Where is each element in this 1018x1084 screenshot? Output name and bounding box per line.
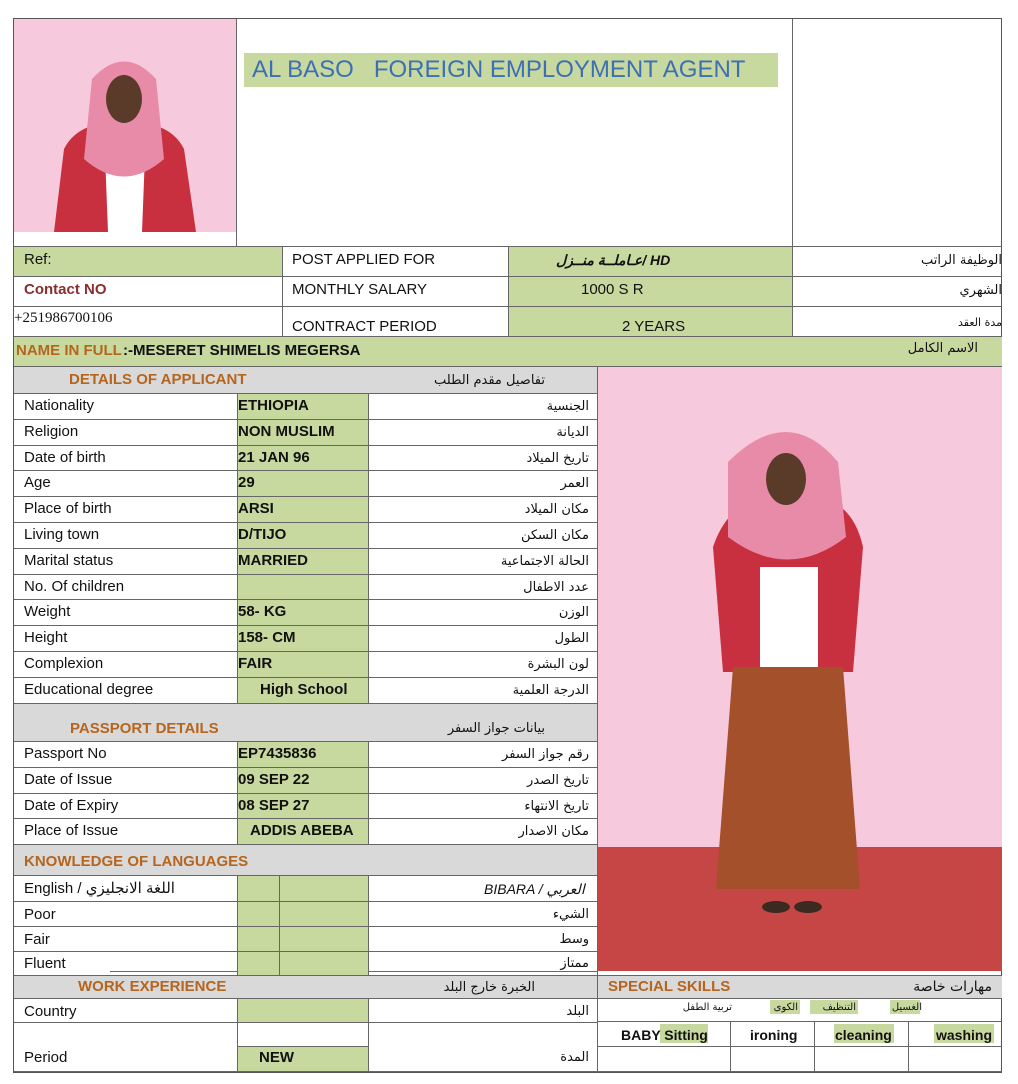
applicant-row-arabic: الديانة: [556, 424, 589, 440]
language-arabic-label: BIBARA / العربي: [484, 881, 585, 897]
skill-cleaning: cleaning: [835, 1027, 892, 1043]
skills-heading: SPECIAL SKILLS: [608, 978, 731, 995]
post-value: عـاملــة منــزل/ HD: [556, 252, 671, 268]
work-heading: WORK EXPERIENCE: [78, 978, 227, 995]
applicant-portrait-photo: [14, 19, 236, 232]
portrait-figure-icon: [14, 19, 236, 232]
applicant-heading-arabic: تفاصيل مقدم الطلب: [434, 373, 545, 388]
applicant-row-value: ARSI: [238, 500, 274, 518]
passport-row-arabic: مكان الاصدار: [518, 824, 589, 840]
salary-label: MONTHLY SALARY: [292, 281, 428, 298]
contract-label: CONTRACT PERIOD: [292, 318, 437, 335]
applicant-row-value: D/TIJO: [238, 526, 287, 543]
applicant-row-label: Nationality: [24, 397, 95, 414]
skill-ironing: ironing: [750, 1027, 798, 1043]
applicant-row-value: FAIR: [238, 655, 273, 672]
contact-label: Contact NO: [24, 281, 107, 298]
passport-row-arabic: تاريخ الصدر: [527, 772, 589, 788]
passport-row-value: ADDIS ABEBA: [250, 822, 354, 840]
applicant-row-arabic: الطول: [554, 631, 589, 647]
applicant-row-value: 158- CM: [238, 629, 296, 647]
applicant-row-arabic: الدرجة العلمية: [512, 682, 589, 698]
skill-cleaning-arabic: التنظيف: [822, 1002, 856, 1013]
applicant-row-arabic: مكان السكن: [520, 528, 589, 543]
language-level-fluent: Fluent: [24, 955, 66, 972]
name-value: :-MESERET SHIMELIS MEGERSA: [123, 342, 361, 359]
work-period-label: Period: [24, 1049, 68, 1066]
skill-ironing-arabic: الكوى: [773, 1002, 798, 1013]
post-arabic: الوظيفة الراتب: [921, 253, 1002, 268]
applicant-row-value: NON MUSLIM: [238, 422, 335, 440]
applicant-row-value: 58- KG: [238, 603, 287, 621]
skill-washing-arabic: الغسيل: [891, 1002, 922, 1013]
language-level-fluent-arabic: ممتاز: [560, 956, 589, 971]
passport-row-label: Date of Issue: [24, 770, 113, 788]
passport-row-value: 09 SEP 22: [238, 770, 310, 788]
passport-heading-arabic: بيانات جواز السفر: [447, 721, 545, 736]
skill-babysitting: BABY Sitting: [621, 1027, 708, 1043]
applicant-row-arabic: العمر: [560, 476, 589, 492]
ref-label: Ref:: [24, 251, 52, 268]
passport-row-label: Date of Expiry: [24, 796, 119, 814]
salary-value: 1000 S R: [581, 281, 644, 298]
applicant-row-label: Place of birth: [24, 500, 112, 518]
applicant-row-value: MARRIED: [238, 551, 308, 569]
salary-arabic: الشهري: [959, 283, 1002, 298]
skills-heading-arabic: مهارات خاصة: [913, 979, 992, 995]
passport-row-label: Place of Issue: [24, 822, 119, 840]
language-level-fair-arabic: وسط: [559, 932, 589, 947]
work-period-value: NEW: [259, 1049, 294, 1066]
applicant-heading: DETAILS OF APPLICANT: [69, 371, 247, 388]
passport-row-value: EP7435836: [238, 745, 317, 762]
applicant-row-arabic: الحالة الاجتماعية: [500, 553, 589, 569]
skill-washing: washing: [936, 1027, 993, 1043]
applicant-row-label: Complexion: [24, 655, 104, 672]
applicant-full-photo: [598, 367, 1002, 971]
contact-value: +251986700106: [14, 310, 113, 326]
passport-row-arabic: تاريخ الانتهاء: [524, 798, 589, 814]
passport-row-label: Passport No: [24, 745, 107, 762]
applicant-row-label: Educational degree: [24, 680, 154, 698]
passport-row-value: 08 SEP 27: [238, 796, 310, 814]
language-level-poor-arabic: الشيء: [552, 907, 589, 922]
work-heading-arabic: الخبرة خارج البلد: [443, 980, 535, 995]
language-english-label: English / اللغة الانجليزي: [24, 880, 175, 897]
work-country-label: Country: [24, 1003, 77, 1020]
applicant-row-arabic: الجنسية: [546, 399, 589, 414]
applicant-row-label: Living town: [24, 526, 100, 543]
post-label: POST APPLIED FOR: [292, 251, 436, 268]
applicant-row-label: Religion: [24, 422, 79, 440]
applicant-row-label: Age: [24, 474, 51, 492]
full-body-figure-icon: [598, 367, 1002, 971]
applicant-row-value: ETHIOPIA: [238, 397, 309, 414]
applicant-row-label: Date of birth: [24, 448, 106, 466]
agency-title: AL BASO FOREIGN EMPLOYMENT AGENT: [252, 56, 746, 83]
skill-babysitting-arabic: تربية الطفل: [682, 1002, 732, 1013]
applicant-row-arabic: الوزن: [558, 605, 589, 621]
applicant-row-arabic: مكان الميلاد: [524, 502, 589, 518]
applicant-row-arabic: لون البشرة: [527, 657, 589, 672]
passport-heading: PASSPORT DETAILS: [70, 720, 219, 737]
name-label: NAME IN FULL: [16, 342, 122, 359]
applicant-row-value: 29: [238, 474, 255, 492]
applicant-row-label: No. Of children: [24, 577, 125, 595]
work-period-arabic: المدة: [560, 1050, 589, 1065]
contract-value: 2 YEARS: [622, 318, 686, 335]
applicant-row-value: 21 JAN 96: [238, 448, 310, 466]
name-arabic: الاسم الكامل: [907, 341, 978, 356]
applicant-row-arabic: عدد الاطفال: [523, 579, 589, 595]
applicant-row-arabic: تاريخ الميلاد: [526, 450, 589, 466]
passport-row-arabic: رقم جواز السفر: [502, 747, 589, 762]
applicant-row-label: Height: [24, 629, 68, 647]
languages-heading: KNOWLEDGE OF LANGUAGES: [24, 853, 249, 870]
language-level-fair: Fair: [24, 931, 50, 948]
work-country-arabic: البلد: [566, 1004, 589, 1019]
applicant-row-label: Weight: [24, 603, 71, 621]
language-level-poor: Poor: [24, 906, 56, 923]
contract-arabic: مدة العقد: [958, 316, 1002, 329]
applicant-row-label: Marital status: [24, 551, 114, 569]
applicant-row-value: High School: [260, 680, 348, 698]
